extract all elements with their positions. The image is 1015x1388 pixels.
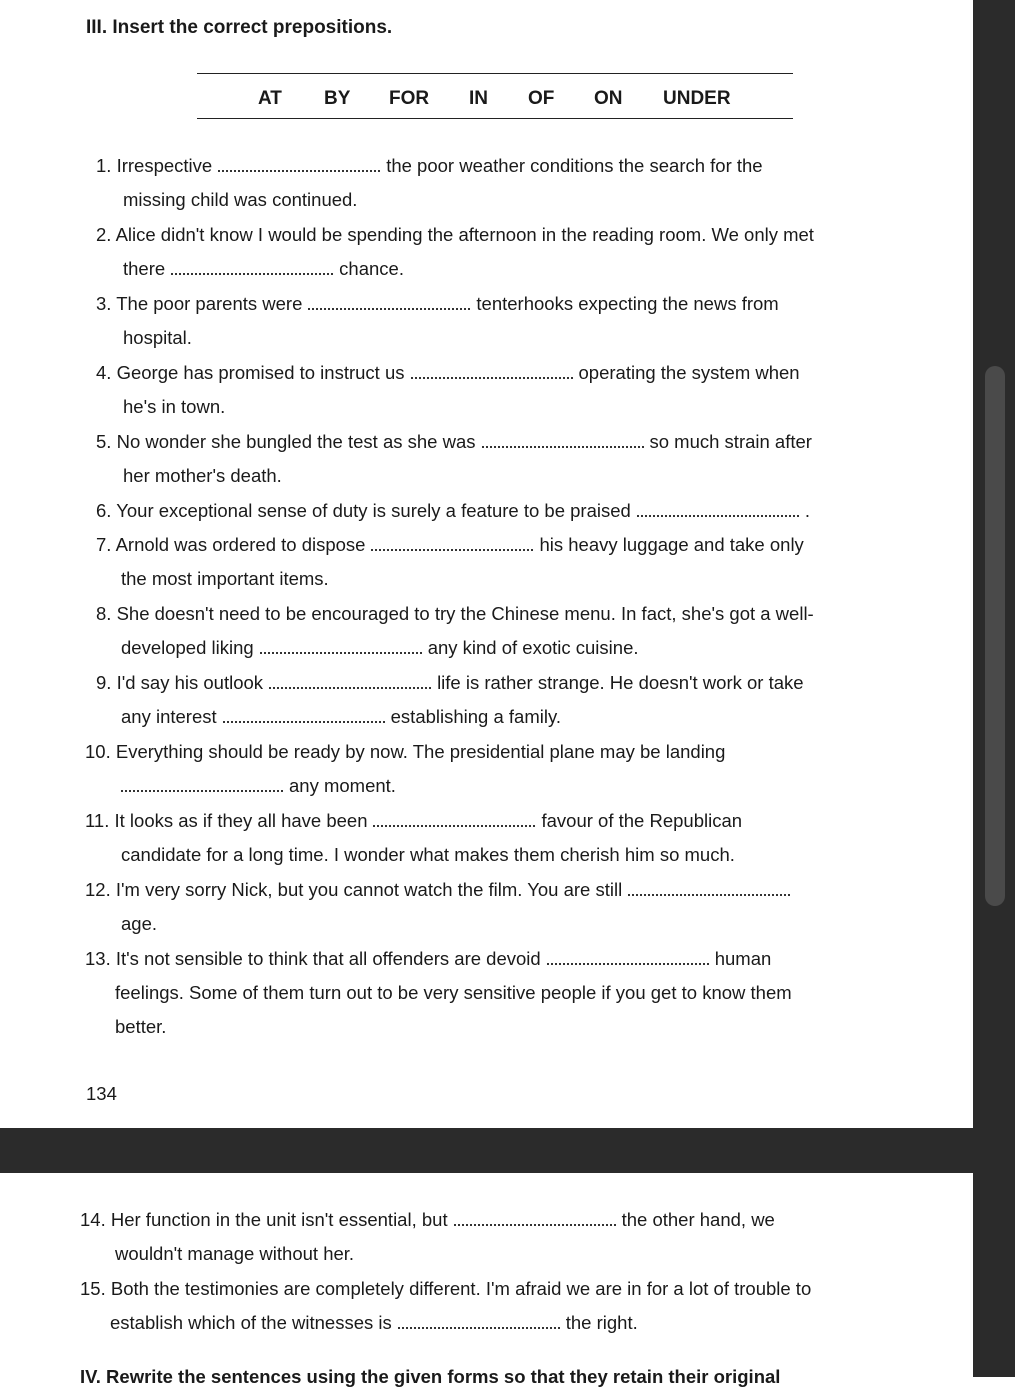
item-number: 4.: [96, 362, 112, 383]
exercise-line: feelings. Some of them turn out to be very sensitive people if you get to know them: [115, 982, 792, 1003]
item-number: 15.: [80, 1278, 106, 1299]
page-separator: [0, 1128, 973, 1173]
text-after: so much strain after: [649, 431, 812, 452]
item-number: 2.: [96, 224, 112, 245]
text-before: It's not sensible to think that all offenders are devoid: [115, 948, 541, 969]
exercise-line: [85, 948, 771, 970]
text-after: any kind of exotic cuisine.: [427, 637, 639, 658]
answer-blank[interactable]: [218, 156, 380, 172]
item-number: 3.: [96, 293, 112, 314]
answer-blank[interactable]: [628, 880, 790, 896]
answer-blank[interactable]: [637, 501, 799, 517]
text-before: No wonder she bungled the test as she was: [116, 431, 476, 452]
answer-blank[interactable]: [260, 638, 422, 654]
item-number: 10.: [85, 741, 111, 762]
exercise-line: [121, 637, 639, 659]
exercise-line: he's in town.: [123, 396, 226, 417]
text-after: .: [804, 500, 810, 521]
exercise-line: [80, 1278, 811, 1300]
text-before: Her function in the unit isn't essential, but: [110, 1209, 448, 1230]
answer-blank[interactable]: [454, 1210, 616, 1226]
exercise-line: the most important items.: [121, 568, 329, 589]
exercise-line: wouldn't manage without her.: [115, 1243, 355, 1264]
word-box-item: AT: [258, 88, 282, 109]
text-after: chance.: [339, 258, 404, 279]
answer-blank[interactable]: [269, 673, 431, 689]
word-box-bottom-rule: [197, 118, 793, 119]
exercise-line: [85, 810, 742, 832]
word-box-item: FOR: [389, 88, 430, 109]
item-number: 11.: [85, 810, 110, 831]
text-after: favour of the Republican: [541, 810, 743, 831]
word-box-item: IN: [469, 88, 488, 109]
exercise-line: her mother's death.: [123, 465, 282, 486]
answer-blank[interactable]: [308, 294, 470, 310]
text-after: the other hand, we: [621, 1209, 775, 1230]
item-number: 9.: [96, 672, 112, 693]
text-after: operating the system when: [578, 362, 800, 383]
text-after: life is rather strange. He doesn't work or take: [437, 672, 804, 693]
item-number: 13.: [85, 948, 111, 969]
answer-blank[interactable]: [171, 259, 333, 275]
exercise-line: [96, 603, 814, 625]
text-before: developed liking: [121, 637, 254, 658]
word-box-item: BY: [324, 88, 351, 109]
word-box-item: UNDER: [663, 88, 731, 109]
viewer-scrollbar-thumb[interactable]: [985, 366, 1005, 906]
text-before: Your exceptional sense of duty is surely a feature to be praised: [116, 500, 631, 521]
text: Alice didn't know I would be spending the afternoon in the reading room. We only met: [115, 224, 814, 245]
next-section-heading-partial: IV. Rewrite the sentences using the given forms so that they retain their original: [80, 1366, 781, 1387]
text-before: any interest: [121, 706, 217, 727]
text-after: any moment.: [289, 775, 396, 796]
item-number: 7.: [96, 534, 112, 555]
answer-blank[interactable]: [371, 535, 533, 551]
exercise-line: [80, 1209, 775, 1231]
exercise-line: [96, 500, 810, 522]
text-before: Arnold was ordered to dispose: [115, 534, 366, 555]
exercise-line: [110, 1312, 638, 1334]
exercise-line: better.: [115, 1016, 167, 1037]
exercise-line: [96, 224, 814, 246]
word-box-item: ON: [594, 88, 623, 109]
exercise-line: [96, 672, 804, 694]
item-number: 1.: [96, 155, 112, 176]
item-number: 12.: [85, 879, 111, 900]
exercise-line: [96, 293, 779, 315]
text-after: establishing a family.: [390, 706, 561, 727]
item-number: 6.: [96, 500, 112, 521]
answer-blank[interactable]: [373, 811, 535, 827]
answer-blank[interactable]: [547, 949, 709, 965]
answer-blank[interactable]: [121, 776, 283, 792]
section-heading: III. Insert the correct prepositions.: [86, 17, 393, 38]
exercise-line: [85, 741, 725, 763]
exercise-line: [85, 879, 796, 901]
text: Everything should be ready by now. The presidential plane may be landing: [115, 741, 726, 762]
item-number: 8.: [96, 603, 112, 624]
exercise-line: candidate for a long time. I wonder what makes them cherish him so much.: [121, 844, 735, 865]
text-before: I'd say his outlook: [116, 672, 264, 693]
answer-blank[interactable]: [398, 1313, 560, 1329]
answer-blank[interactable]: [411, 363, 573, 379]
answer-blank[interactable]: [223, 707, 385, 723]
text-before: George has promised to instruct us: [116, 362, 405, 383]
answer-blank[interactable]: [482, 432, 644, 448]
page-number: 134: [86, 1083, 117, 1104]
word-box-item: OF: [528, 88, 555, 109]
exercise-line: missing child was continued.: [123, 189, 358, 210]
text-before: there: [123, 258, 166, 279]
exercise-line: [96, 534, 804, 556]
text-after: the poor weather conditions the search for the: [386, 155, 763, 176]
exercise-line: [96, 431, 812, 453]
text-after: tenterhooks expecting the news from: [476, 293, 779, 314]
text: She doesn't need to be encouraged to try the Chinese menu. In fact, she's got a well-: [116, 603, 814, 624]
item-number: 5.: [96, 431, 112, 452]
text-before: establish which of the witnesses is: [110, 1312, 392, 1333]
word-box-top-rule: [197, 73, 793, 74]
exercise-line: [115, 775, 396, 797]
exercise-line: [121, 706, 561, 728]
exercise-line: age.: [121, 913, 158, 934]
text-after: the right.: [565, 1312, 638, 1333]
exercise-line: [123, 258, 404, 280]
text-after: human: [714, 948, 772, 969]
text-before: Irrespective: [116, 155, 213, 176]
page-135: [0, 1173, 973, 1377]
text-after: his heavy luggage and take only: [539, 534, 804, 555]
text: Both the testimonies are completely different. I'm afraid we are in for a lot of trouble to: [110, 1278, 812, 1299]
text-before: It looks as if they all have been: [114, 810, 368, 831]
exercise-line: hospital.: [123, 327, 192, 348]
text-before: The poor parents were: [116, 293, 303, 314]
exercise-line: [96, 362, 800, 384]
exercise-line: [96, 155, 763, 177]
item-number: 14.: [80, 1209, 106, 1230]
text-before: I'm very sorry Nick, but you cannot watch the film. You are still: [115, 879, 623, 900]
